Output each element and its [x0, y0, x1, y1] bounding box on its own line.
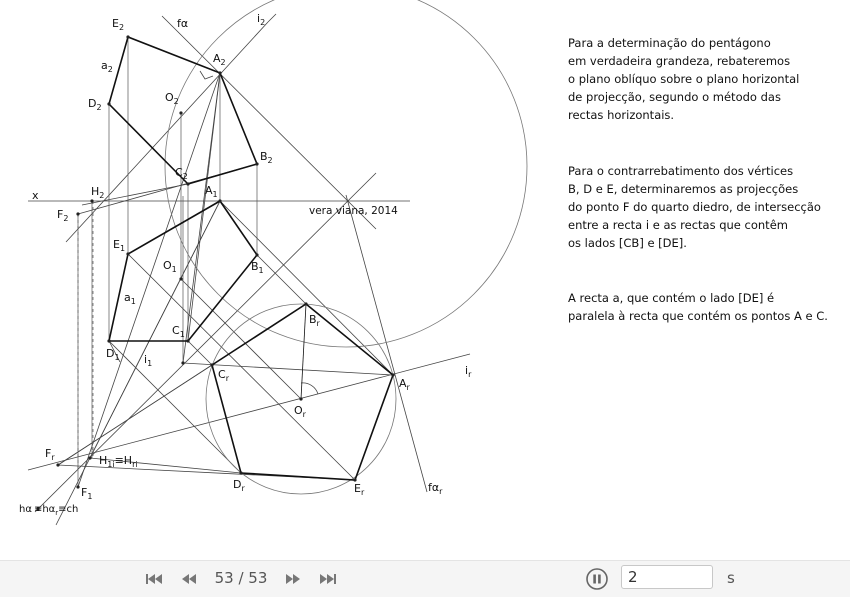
note-line: em verdadeira grandeza, rebateremos — [568, 54, 791, 68]
pause-button[interactable] — [586, 568, 608, 590]
h-alpha-trace — [35, 173, 376, 512]
label-B1: $B_1$ — [251, 260, 264, 275]
note-line: do ponto F do quarto diedro, de intersecção — [568, 200, 821, 214]
note-line: de projecção, segundo o método das — [568, 90, 781, 104]
point-H1 — [88, 456, 91, 459]
label-Ar: $A_r$ — [399, 377, 410, 392]
step-counter — [210, 569, 272, 587]
label-D1: $D_1$ — [106, 347, 120, 362]
note-line: B, D e E, determinaremos as projecções — [568, 182, 799, 196]
point-E1 — [126, 252, 129, 255]
note-line: Para a determinação do pentágono — [568, 36, 771, 50]
label-H1-Hri: $H_{1i}\equiv H_{ri}$ — [99, 454, 138, 469]
note-line: Para o contrarrebatimento dos vértices — [568, 164, 794, 178]
current-step: 53 — [214, 569, 234, 587]
label-C1: $C_1$ — [172, 324, 185, 339]
label-E1: $E_1$ — [113, 238, 126, 253]
line-A2-C1 — [188, 73, 220, 341]
label-B2: $B_2$ — [260, 150, 273, 165]
true-size-pentagon — [212, 304, 393, 480]
label-Fr: $F_r$ — [45, 447, 55, 462]
label-Br: $B_r$ — [309, 313, 320, 328]
fast-forward-icon — [283, 570, 303, 588]
label-A1: $A_1$ — [205, 184, 218, 199]
speed-unit-label: s — [727, 569, 735, 587]
label-ir: $i_r$ — [465, 364, 472, 379]
label-i1: $i_1$ — [144, 353, 153, 368]
point-Ar — [391, 373, 394, 376]
dashed-lines — [78, 201, 93, 470]
note-counter-rebatment — [568, 162, 821, 252]
point-F2 — [76, 212, 79, 215]
next-step-button[interactable] — [283, 570, 303, 588]
last-step-button[interactable] — [318, 570, 338, 588]
construction-lines — [28, 14, 470, 525]
right-angle-arc — [301, 383, 318, 394]
note-line: os lados [CB] e [DE]. — [568, 236, 687, 250]
label-F2: $F_2$ — [57, 208, 69, 223]
label-Cr: $C_r$ — [218, 368, 229, 383]
point-O1-aux — [181, 361, 184, 364]
author-credit: vera viana, 2014 — [309, 205, 398, 217]
note-line: entre a recta i e as rectas que contêm — [568, 218, 788, 232]
point-D2 — [107, 102, 110, 105]
note-line: paralela à recta que contém os pontos A e C. — [568, 309, 828, 323]
note-parallel-line — [568, 289, 828, 325]
point-B2 — [255, 162, 258, 165]
point-D1 — [107, 339, 110, 342]
playback-toolbar — [0, 560, 850, 597]
point-C2 — [186, 182, 189, 185]
point-A1 — [218, 199, 221, 202]
label-Er: $E_r$ — [354, 482, 365, 497]
note-rebatment — [568, 34, 799, 124]
point-C1 — [186, 339, 189, 342]
pentagons — [109, 37, 393, 480]
rewind-icon — [179, 570, 199, 588]
point-F1 — [76, 485, 79, 488]
label-i2: $i_2$ — [257, 12, 266, 27]
label-D2: $D_2$ — [88, 97, 102, 112]
label-a2: $a_2$ — [101, 59, 113, 74]
rebatment-line-A — [220, 201, 393, 375]
point-O1 — [179, 277, 182, 280]
skip-last-icon — [318, 570, 338, 588]
line-Fr-Cr — [58, 365, 212, 465]
label-E2: $E_2$ — [112, 17, 125, 32]
point-A2 — [218, 71, 221, 74]
i2-extension — [268, 14, 276, 22]
label-h-alpha: $h\alpha \equiv h\alpha_r\equiv ch$ — [19, 504, 79, 517]
label-O1: $O_1$ — [163, 259, 177, 274]
ir-line — [28, 354, 470, 470]
total-steps: 53 — [248, 569, 268, 587]
label-f-alpha-r: $f\alpha_r$ — [428, 481, 443, 496]
point-E2 — [126, 35, 129, 38]
skip-first-icon — [144, 570, 164, 588]
radius-Or-Br — [301, 304, 306, 399]
counter-separator: / — [233, 569, 249, 587]
rebatment-line-C — [188, 341, 212, 365]
label-C2: $C_2$ — [175, 166, 188, 181]
label-x: x — [32, 189, 39, 202]
point-Dr — [239, 471, 242, 474]
note-line: rectas horizontais. — [568, 108, 675, 122]
note-line: o plano oblíquo sobre o plano horizontal — [568, 72, 800, 86]
pause-icon — [586, 568, 608, 590]
first-step-button[interactable] — [144, 570, 164, 588]
point-Or — [299, 397, 302, 400]
label-O2: $O_2$ — [165, 91, 179, 106]
previous-step-button[interactable] — [179, 570, 199, 588]
rebatment-line-E — [128, 254, 355, 480]
label-Dr: $D_r$ — [233, 478, 245, 493]
point-labels — [19, 12, 472, 517]
point-H2 — [90, 199, 93, 202]
point-O2 — [179, 111, 182, 114]
note-line: A recta a, que contém o lado [DE] é — [568, 291, 775, 305]
point-Cr — [210, 363, 213, 366]
f-alpha-r-trace — [346, 195, 427, 492]
label-Or: $O_r$ — [294, 404, 306, 419]
label-f-alpha: fα — [177, 17, 189, 30]
point-Fr — [56, 463, 59, 466]
label-H2: $H_2$ — [91, 185, 105, 200]
frontal-projection-pentagon — [109, 37, 257, 184]
f-alpha-trace — [162, 16, 376, 229]
label-A2: $A_2$ — [213, 52, 226, 67]
point-B1 — [255, 253, 258, 256]
right-angle-mark — [200, 71, 213, 79]
label-a1: $a_1$ — [124, 291, 136, 306]
point-Br — [304, 302, 307, 305]
speed-input[interactable] — [621, 565, 713, 589]
rebatment-line-O — [181, 279, 301, 399]
label-F1: $F_1$ — [81, 486, 93, 501]
